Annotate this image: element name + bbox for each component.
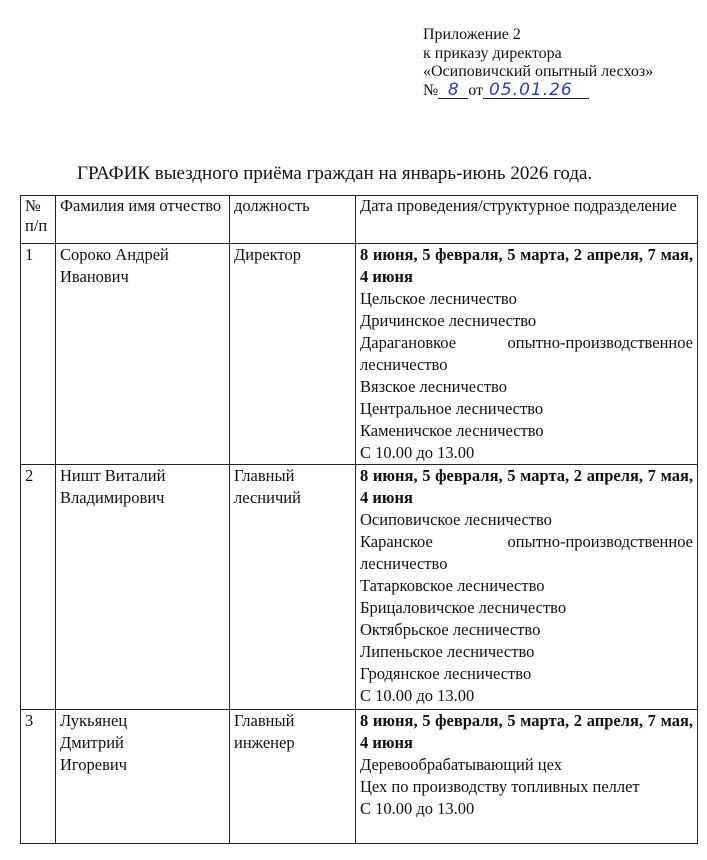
unit-item: Деревообрабатывающий цех (360, 755, 562, 774)
row-date-unit (356, 465, 698, 710)
table-header-row (21, 196, 698, 244)
document-title: ГРАФИК выездного приёма граждан на январь-июнь 2026 года. (77, 163, 593, 184)
row-position: Директор (230, 244, 356, 465)
unit-item: Дричинское лесничество (360, 311, 537, 330)
row-name: Сороко Андрей Иванович (56, 244, 230, 465)
row-date-unit (356, 244, 698, 465)
row-num: 2 (21, 465, 56, 710)
appendix-order-ref: к приказу директора (423, 44, 562, 62)
table-row (21, 465, 698, 710)
appendix-number-date (423, 79, 653, 101)
row-dates: 8 июня, 5 февраля, 5 марта, 2 апреля, 7 мая, 4 июня (360, 245, 693, 286)
row-position: Главный лесничий (230, 465, 356, 710)
appendix-organization: «Осиповичский опытный лесхоз» (423, 63, 654, 80)
row-dates: 8 июня, 5 февраля, 5 марта, 2 апреля, 7 мая, 4 июня (360, 711, 693, 752)
appendix-title: Приложение 2 (423, 26, 521, 43)
appendix-block (423, 26, 653, 100)
unit-item: Цех по производству топливных пеллет (360, 777, 640, 796)
unit-item: Брицаловичское лесничество (360, 598, 567, 617)
row-num: 1 (21, 244, 56, 465)
name-part: Лукьянец (60, 711, 128, 730)
unit-item: Дарагановкое опытно-производственное лесничество (360, 333, 693, 374)
row-name: Ништ Виталий Владимирович (56, 465, 230, 710)
row-time: С 10.00 до 13.00 (360, 443, 475, 462)
row-time: С 10.00 до 13.00 (360, 799, 475, 818)
schedule-table (20, 195, 698, 844)
unit-item: Липеньское лесничество (360, 642, 535, 661)
row-dates: 8 июня, 5 февраля, 5 марта, 2 апреля, 7 мая, 4 июня (360, 466, 693, 507)
date-prefix: от (468, 81, 484, 99)
header-num: № п/п (21, 196, 56, 244)
order-number-handwritten: 8 (438, 82, 468, 99)
unit-item: Каменичское лесничество (360, 421, 544, 440)
unit-item: Цельское лесничество (360, 289, 517, 308)
row-num: 3 (21, 710, 56, 844)
row-time: С 10.00 до 13.00 (360, 686, 475, 705)
unit-item: Татарковское лесничество (360, 576, 545, 595)
header-position: должность (230, 196, 356, 244)
order-date-handwritten: 05.01.26 (483, 82, 589, 99)
header-name: Фамилия имя отчество (56, 196, 230, 244)
row-position: Главный инженер (230, 710, 356, 844)
row-date-unit (356, 710, 698, 844)
unit-item: Каранское опытно-производственное лесничество (360, 532, 693, 573)
name-part: Игоревич (60, 755, 128, 774)
table-row (21, 244, 698, 465)
unit-item: Октябрьское лесничество (360, 620, 541, 639)
unit-item: Вязское лесничество (360, 377, 507, 396)
unit-item: Гродянское лесничество (360, 664, 532, 683)
header-date-unit: Дата проведения/структурное подразделение (356, 196, 698, 244)
row-name (56, 710, 230, 844)
unit-item: Осиповичское лесничество (360, 510, 552, 529)
unit-item: Центральное лесничество (360, 399, 544, 418)
table-row (21, 710, 698, 844)
name-part: Дмитрий (60, 733, 124, 752)
number-prefix: № (423, 81, 439, 99)
